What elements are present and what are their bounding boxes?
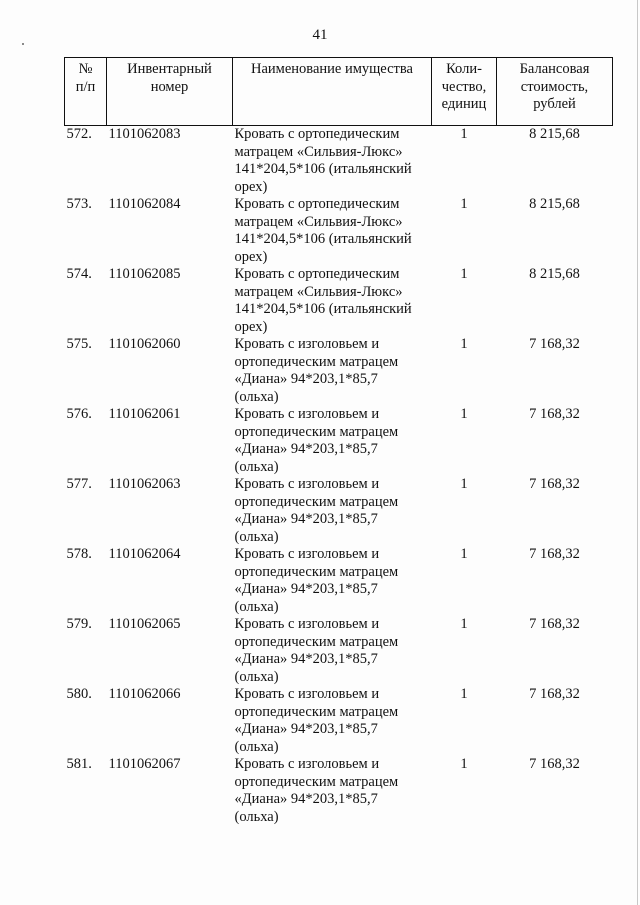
table-body [65, 126, 613, 827]
property-name-line: ортопедическим матрацем [234, 773, 399, 790]
property-name-line: 141*204,5*106 (итальянский [234, 161, 412, 177]
property-name [233, 266, 432, 336]
property-name-line: «Диана» 94*203,1*85,7 [234, 511, 378, 527]
inventory-number: 1101062061 [108, 406, 181, 422]
header-balance-cost: Балансовая стоимость, рублей [497, 58, 613, 126]
table-row [65, 126, 613, 197]
property-name-line: орех) [234, 178, 268, 195]
header-quantity: Коли- чество, единиц [432, 58, 497, 126]
balance-cost: 7 168,32 [529, 406, 580, 422]
row-number: 580. [66, 686, 92, 702]
inventory-number: 1101062063 [108, 476, 181, 492]
table-row [65, 756, 613, 826]
table-row [65, 546, 613, 616]
balance-cost: 8 215,68 [529, 126, 580, 142]
property-name-line: (ольха) [234, 388, 279, 405]
quantity: 1 [460, 336, 468, 352]
balance-cost: 8 215,68 [529, 196, 580, 212]
row-number: 572. [66, 126, 92, 142]
balance-cost: 7 168,32 [529, 546, 580, 562]
inventory-number: 1101062085 [108, 266, 181, 282]
property-name-line: Кровать с изголовьем и [234, 686, 380, 702]
property-name-line: матрацем «Сильвия-Люкс» [234, 143, 403, 160]
property-name-line: орех) [234, 248, 268, 265]
page-edge-line [637, 0, 638, 905]
property-name [233, 126, 432, 197]
table-row [65, 686, 613, 756]
table-row [65, 616, 613, 686]
inventory-number: 1101062067 [108, 756, 181, 772]
table-row [65, 266, 613, 336]
header-inventory-number: Инвентарный номер [107, 58, 233, 126]
balance-cost: 7 168,32 [529, 616, 580, 632]
row-number: 574. [66, 266, 92, 282]
property-name-line: «Диана» 94*203,1*85,7 [234, 441, 378, 457]
property-name [233, 546, 432, 616]
property-name [233, 756, 432, 826]
property-name-line: Кровать с изголовьем и [234, 476, 380, 492]
row-number: 575. [66, 336, 92, 352]
property-name-line: (ольха) [234, 528, 279, 545]
property-name-line: Кровать с изголовьем и [234, 616, 380, 632]
property-name-line: ортопедическим матрацем [234, 423, 399, 440]
page-number: 41 [312, 27, 328, 43]
property-name-line: ортопедическим матрацем [234, 493, 399, 510]
quantity: 1 [460, 616, 468, 632]
quantity: 1 [460, 406, 468, 422]
property-name-line: (ольха) [234, 668, 279, 685]
property-name-line: (ольха) [234, 598, 279, 615]
quantity: 1 [460, 126, 468, 142]
header-number: № п/п [65, 58, 107, 126]
property-name-line: Кровать с изголовьем и [234, 406, 380, 422]
row-number: 579. [66, 616, 92, 632]
property-name-line: Кровать с изголовьем и [234, 546, 380, 562]
quantity: 1 [460, 546, 468, 562]
property-name-line: орех) [234, 318, 268, 335]
table-row [65, 196, 613, 266]
property-name [233, 686, 432, 756]
balance-cost: 8 215,68 [529, 266, 580, 282]
property-name-line: «Диана» 94*203,1*85,7 [234, 371, 378, 387]
property-name-line: «Диана» 94*203,1*85,7 [234, 721, 378, 737]
property-name-line: «Диана» 94*203,1*85,7 [234, 791, 378, 807]
property-name-line: Кровать с ортопедическим [234, 196, 400, 212]
inventory-number: 1101062064 [108, 546, 181, 562]
table-header-row [65, 58, 613, 126]
property-name-line: матрацем «Сильвия-Люкс» [234, 213, 403, 230]
inventory-number: 1101062065 [108, 616, 181, 632]
property-name [233, 616, 432, 686]
header-property-name: Наименование имущества [233, 58, 432, 126]
inventory-table [64, 57, 613, 826]
quantity: 1 [460, 266, 468, 282]
table-row [65, 476, 613, 546]
balance-cost: 7 168,32 [529, 686, 580, 702]
inventory-number: 1101062083 [108, 126, 181, 142]
table-row [65, 336, 613, 406]
balance-cost: 7 168,32 [529, 336, 580, 352]
property-name [233, 406, 432, 476]
property-name-line: (ольха) [234, 808, 279, 825]
row-number: 577. [66, 476, 92, 492]
property-name-line: Кровать с ортопедическим [234, 266, 400, 282]
property-name-line: (ольха) [234, 738, 279, 755]
property-name-line: (ольха) [234, 458, 279, 475]
row-number: 573. [66, 196, 92, 212]
quantity: 1 [460, 686, 468, 702]
inventory-number: 1101062084 [108, 196, 181, 212]
property-name [233, 336, 432, 406]
property-name-line: ортопедическим матрацем [234, 703, 399, 720]
property-name-line: Кровать с изголовьем и [234, 336, 380, 352]
quantity: 1 [460, 476, 468, 492]
property-name [233, 476, 432, 546]
property-name-line: матрацем «Сильвия-Люкс» [234, 283, 403, 300]
row-number: 581. [66, 756, 92, 772]
balance-cost: 7 168,32 [529, 756, 580, 772]
row-number: 576. [66, 406, 92, 422]
property-name-line: ортопедическим матрацем [234, 633, 399, 650]
property-name-line: ортопедическим матрацем [234, 563, 399, 580]
property-name-line: 141*204,5*106 (итальянский [234, 301, 412, 317]
inventory-number: 1101062060 [108, 336, 181, 352]
property-name-line: «Диана» 94*203,1*85,7 [234, 651, 378, 667]
property-name-line: 141*204,5*106 (итальянский [234, 231, 412, 247]
property-name-line: ортопедическим матрацем [234, 353, 399, 370]
inventory-number: 1101062066 [108, 686, 181, 702]
property-name [233, 196, 432, 266]
quantity: 1 [460, 196, 468, 212]
property-name-line: «Диана» 94*203,1*85,7 [234, 581, 378, 597]
table-row [65, 406, 613, 476]
quantity: 1 [460, 756, 468, 772]
balance-cost: 7 168,32 [529, 476, 580, 492]
row-number: 578. [66, 546, 92, 562]
property-name-line: Кровать с ортопедическим [234, 126, 400, 142]
property-name-line: Кровать с изголовьем и [234, 756, 380, 772]
